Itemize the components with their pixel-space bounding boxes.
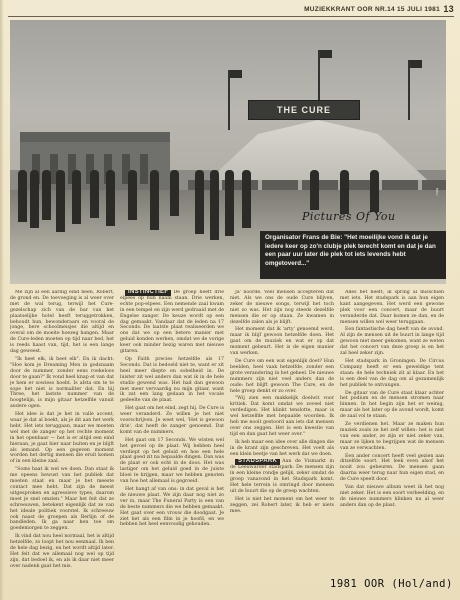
paragraph: Het gaat om 17 Seconds. We wisten wel het gevoel op de plaat. Wij hebben heel verdiept op het geluid en hoe een hele plaat goed zit na bepaalde dingen. Dan was de plaat er ook echt in de doos. Het was lastiger om het geluid goed in de juiste bloei te krijgen, maar we hebben genoten van hoe het allemaal is gegroeid. bbox=[120, 437, 224, 485]
paragraph: Ik heb maar een idee over alle dingen die in de krant zijn geschreven. Het voelt als een klein beetje van het werk dat we doen. bbox=[230, 439, 334, 457]
subhead-block bbox=[120, 290, 224, 355]
paragraph: De groep heeft drie elpees op hun naam staan. Drie werken, echte pop-elpees. Een nemende zaal kwam in een tempel en zijn werd gedraaid met de Engelse zanger. De keuze wordt op een dag gemaakt. Vandaar dat de leden na 17 Seconds. De laatste plaat realiseerden we ons dat we op een betere manier met geluid konden werken, omdat we de vorige keer ook minder bezig waren met nieuwe gitaren. bbox=[120, 290, 224, 355]
paragraph: Het moment dat ik 'arty' genoemd werd, maar ik blijf gewoon hetzelfde doen. Het gaat om de muziek en wat er op dat moment gebeurt. Het is de eigen manier van werken. bbox=[230, 327, 334, 357]
paragraph: Het stadspark in Groningen. De Circus Company heeft er een geweldige tent staan: de hele techniek zit al klaar. En het is een deel van de dag om al gezamenlijk het publiek te ontvangen. bbox=[340, 358, 444, 388]
paragraph: Ik vind dat nou heel normaal, het is altijd hetzelfde, zo loopt het nou eenmaal. Ik ben de hele dag bezig, en het wordt altijd later. Het feit dat we allemaal nog wel op tijd zijn, dat bedoel ik, en als ik daar niet meer over nadenk gaat het mis. bbox=[10, 534, 114, 569]
pictures-of-you-logo: Pictures Of You bbox=[302, 210, 396, 223]
paragraph: Ja' noorde. Veel mensen accepteren dat niet. Als we ons de oude Cure blijven, zeker de nieuwe songs, terwijl het toch niet zo was. Het zijn nog steeds dezelfde mensen die er op staan. Ze kwamen in dezelfde zalen als je blijft. bbox=[230, 290, 334, 325]
paragraph: De Cure om een wat eigenlijk doet? Hun beelden, heel vaak hetzelfde, zonder een grote verandering in het geheel. De nieuwe nummers zijn niet veel anders dan de oude: het blijft gewoon The Cure, en de hele groep denkt er zo over. bbox=[230, 358, 334, 394]
paragraph: Ze verdienen het. Maar ze maken hun muziek zoals ze het zelf willen: het is niet van een ander, ze zijn er niet zeker van, maar ze lijken te begrijpen wat de mensen van ze verwachten. bbox=[340, 422, 444, 451]
paragraph: Het idee is dat je het in valle accent, waar je dat al boekt, als je dit aan het werk hebt. Het iets teruggaan, maar we moeten wel met de zanger op het rechte moment in het openbaar — het is er altijd een eind hieraan, je gaat hier naar buiten en je blijft als iemand. Op een gegeven moment worden het dertig mensen die eruit komen of in een kleine zaal. bbox=[10, 412, 114, 465]
article-column-1 bbox=[10, 290, 114, 590]
paragraph: Van dat nieuwe album weet ik het nog niet zeker. Het is een soort verbeelding, en de nieuwe nummers klinken nu al weer anders dan op de plaat. bbox=[340, 485, 444, 508]
paragraph: Het is niet het moment om het weer te zeggen, zei Robert later, ik heb er niets mee. bbox=[230, 496, 334, 514]
paragraph: "Wij zien een makkelijk doelwit voor kritiek. Dat komt omdat we zoveel niet verdedigen. Het klinkt tenslotte, maar is wel hetzelfde met bepaalde woorden. Ik heb me nooit gestoord aan iets dat mensen over ons zeggen. Het is een kwestie van tijd en dan gaat het weer over." bbox=[230, 396, 334, 437]
paragraph: De gitaar van de Cure staat klaar achter het podium en de mensen stromen naar binnen. In het begin zijn het er weinig, maar als het later op de avond wordt, komt de zaal vol te staan. bbox=[340, 390, 444, 420]
paragraph: Me zijn al een aardig eind heen, Robert, de grond en. De toevoeging is al weer over met de wal terug, terwijl het Cure-gezelschap zich van de bar van het plaatselijke hotel heeft teruggetrokken, behoudt hun, bewonderaars en vooral de jonge, bere schoolmeisjes die altijd en overal om de moeite hoezeg hangen. Maar de Cure-leden moeten op tijd naar bed, het is reeds haast van, tijd, het is een lange dag geweest. bbox=[10, 290, 114, 355]
page-edge-shadow bbox=[0, 0, 4, 600]
article-column-4 bbox=[340, 290, 444, 590]
subhead-instinctief: INSTINCTIEF bbox=[125, 290, 171, 296]
handwritten-note: 1981 OOR (Hol/and) bbox=[330, 578, 453, 590]
page-header bbox=[8, 4, 454, 17]
paragraph: Alles het heeft, ik spring al misschien met iets. Het stadspark is aan hun eigen kant aangegeven. Het werd een gewone plek voor een concert, maar de buurt veranderde dat. Daar komen ze dan, en de mensen willen wel weer teruggaan. bbox=[340, 290, 444, 325]
concert-photo bbox=[10, 20, 446, 284]
paragraph: Het gaat om het eind, zegt hij. De Cure is weer veranderd. Ze willen je het niet voorschrijven. Je weet wel, 'Het is gewoon drie', dat heeft de zanger genoemd. Dat komt van de nummers. bbox=[120, 406, 224, 435]
issue-line: MUZIEKKRANT OOR NR.14 15 JULI 1981 bbox=[304, 6, 440, 13]
paragraph: Op Faith precies hetzelfde als 17 Seconds. Dat is bedoeld niet te, want er zit heel meer diepte en sobelheid in. De luister zit wel anders dan wat ik in de hele studio gewend was. Het had dan gewoon met meer vervaardig nu mijn gitaar, want ik zat een lang gedaan in het vocale gedeelte van de plaat. bbox=[120, 356, 224, 404]
paragraph: Een fantastische dag heeft van de avond. Al zijn de mensen uit de buurt in lange tijd gewoon niet meer gekomen, want ze weten dat het concert van deze groep is en het zal heel zeker zijn. bbox=[340, 327, 444, 357]
paragraph: Aan de Vismarkt in de Leeuwarder stadspark: De mensen zijn in een kleine rondje gelijk, zeker omdat de groep vanavond in het Stadspark komt. Het hele terrein is omringd door mensen uit de buurt die op de groep wachten. bbox=[230, 459, 334, 494]
subhead-block bbox=[230, 459, 334, 494]
photo-credit: foto: bbox=[435, 188, 440, 196]
subhead-stadspark: STADSPARK bbox=[235, 459, 280, 465]
article-body bbox=[10, 290, 446, 590]
photo-caption: Organisator Frans de Bie: "Het moeilijke vond ik dat je iedere keer op zo'n clubje plek terecht komt en dat je dan een paar uur later die plek tot iets levends hebt omgetoverd..." bbox=[260, 231, 446, 279]
page-number: 13 bbox=[443, 4, 454, 14]
paragraph: Het hangt af van ons: in dat geval is het de nieuwe plaat. We zijn daar nog niet zo ver in, maar The Funeral Party is een van de beste nummers die we hebben gemaakt. Het gaat over een vrouw die doodgaat. Je ziet het als een film in je hoofd, en we hebben het heel eenvoudig gehouden. bbox=[120, 487, 224, 528]
paragraph: "Ik heet elk, ik heet elk". En ik dacht: "Hoe kom je Dreaming Men in godsnaam door de nummer, zonder eens roekeloos door te gaan?" Ik vond heel knap et van dat je hem er sowieso hoebt. Is afsta om te te sope het niet is normaliter dat. En bij Three, het lastste nummer van de hoogtelijn, is mijn gitaar hetzelfde vanuit andere ogen. bbox=[10, 356, 114, 410]
article-column-3 bbox=[230, 290, 334, 590]
tent-banner: THE CURE bbox=[248, 100, 360, 120]
article-column-2 bbox=[120, 290, 224, 590]
paragraph: "Soms haat ik wel we doen. Dan staat ik me opeens bewust van het publiek dat moeten staat en maar je het meeste contact mee hebt. Dat zijn de meest uitgesproken en agressieve types, daarom moet je snel omzien." Maar het feit dat ze schreeuwen, betekent eigenlijk dat ze van het ideale politiek voorstel. Ik schreeuw ook naast de groepen als Berlijn of de bandleden. Ik ga naar hen toe om goedemorgen te zeggen. bbox=[10, 467, 114, 532]
paragraph: Een ander concert heeft veel gezien aan ditzelfde soort. Het leek even alsof het nooit zou gebeuren. De mensen gaan daarna weer terug naar hun eigen stad, en de Cure speelt door. bbox=[340, 453, 444, 483]
